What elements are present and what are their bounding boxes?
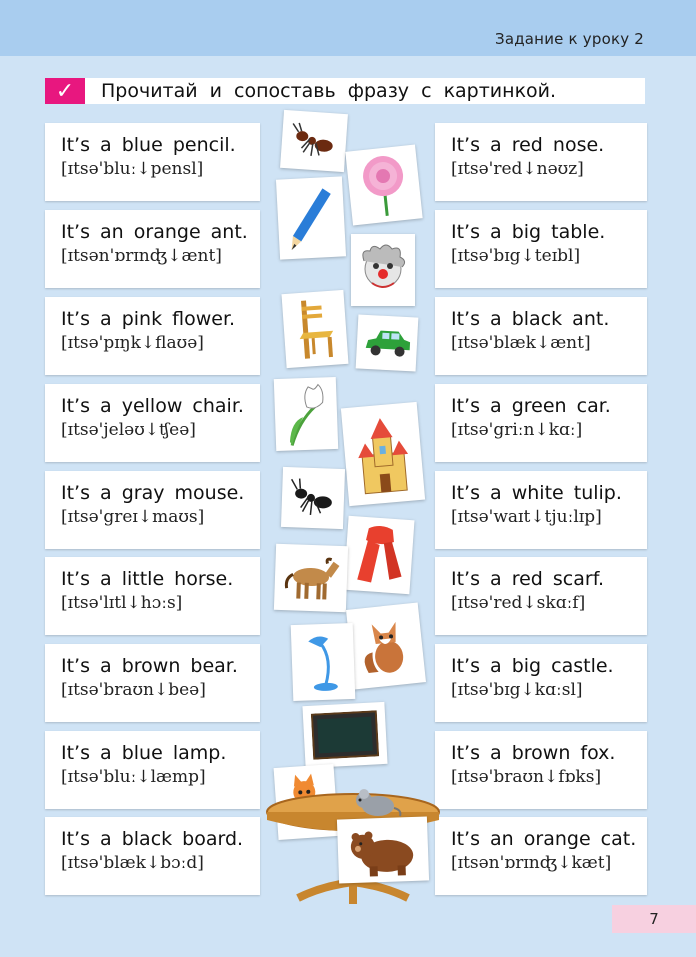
transcription-text: [ɪtsə'waɪt↓tjuːlɪp] <box>451 507 602 527</box>
phrase-card-left-6[interactable] <box>45 557 260 635</box>
phrase-card-right-8[interactable] <box>435 731 647 809</box>
phrase-card-left-1[interactable] <box>45 123 260 201</box>
phrase-text: It’s a white tulip. <box>451 482 622 504</box>
clown-nose-icon <box>356 239 410 301</box>
lamp-picture[interactable] <box>291 623 356 701</box>
task-instruction-bar <box>45 78 645 104</box>
phrase-text: It’s a big table. <box>451 221 606 243</box>
phrase-card-left-2[interactable] <box>45 210 260 288</box>
transcription-text: [ɪtsə'blæk↓ænt] <box>451 333 591 353</box>
checkmark-icon: ✓ <box>45 78 85 104</box>
phrase-card-left-3[interactable] <box>45 297 260 375</box>
transcription-text: [ɪtsə'jeləʊ↓ʧeə] <box>61 420 196 440</box>
transcription-text: [ɪtsə'pɪŋk↓flaʊə] <box>61 333 204 353</box>
flower-picture[interactable] <box>345 145 422 226</box>
car-picture[interactable] <box>356 314 419 371</box>
phrase-card-right-7[interactable] <box>435 644 647 722</box>
mouse-picture[interactable] <box>352 786 402 818</box>
green-car-icon <box>361 326 413 361</box>
phrase-text: It’s a blue pencil. <box>61 134 236 156</box>
phrase-text: It’s a black board. <box>61 828 244 850</box>
phrase-text: It’s a little horse. <box>61 568 234 590</box>
pencil-picture[interactable] <box>276 176 346 259</box>
phrase-text: It’s a brown bear. <box>61 655 238 677</box>
red-scarf-icon <box>351 521 407 588</box>
transcription-text: [ɪtsə'braʊn↓beə] <box>61 680 206 700</box>
blue-lamp-icon <box>298 628 348 696</box>
horse-icon <box>280 554 342 602</box>
phrase-card-right-4[interactable] <box>435 384 647 462</box>
castle-picture[interactable] <box>341 402 425 506</box>
transcription-text: [ɪtsə'braʊn↓fɒks] <box>451 767 602 787</box>
phrase-card-right-5[interactable] <box>435 471 647 549</box>
blackboard-icon <box>311 710 379 759</box>
lesson-label: Задание к уроку 2 <box>495 30 644 48</box>
transcription-text: [ɪtsə'bɪg↓kɑːsl] <box>451 680 583 700</box>
black-ant-icon <box>288 477 337 519</box>
transcription-text: [ɪtsə'bluː↓pensl] <box>61 159 204 179</box>
phrase-card-left-5[interactable] <box>45 471 260 549</box>
phrase-card-right-6[interactable] <box>435 557 647 635</box>
phrase-card-left-7[interactable] <box>45 644 260 722</box>
transcription-text: [ɪtsən'ɒrɪnʤ↓ænt] <box>61 246 222 266</box>
transcription-text: [ɪtsə'red↓skɑːf] <box>451 593 586 613</box>
transcription-text: [ɪtsə'blæk↓bɔːd] <box>61 853 204 873</box>
tulip-icon <box>280 380 332 448</box>
phrase-card-left-8[interactable] <box>45 731 260 809</box>
transcription-text: [ɪtsə'lɪtl↓hɔːs] <box>61 593 183 613</box>
tulip-picture[interactable] <box>274 377 338 451</box>
phrase-text: It’s an orange cat. <box>451 828 637 850</box>
pencil-icon <box>284 184 337 253</box>
phrase-card-right-1[interactable] <box>435 123 647 201</box>
phrase-text: It’s a big castle. <box>451 655 614 677</box>
phrase-text: It’s an orange ant. <box>61 221 248 243</box>
ant-picture[interactable] <box>280 110 348 172</box>
fox-picture[interactable] <box>346 602 426 689</box>
brown-bear-icon <box>346 821 420 879</box>
gray-mouse-icon <box>352 786 402 818</box>
phrase-text: It’s a yellow chair. <box>61 395 244 417</box>
phrase-card-right-3[interactable] <box>435 297 647 375</box>
phrase-text: It’s a pink flower. <box>61 308 236 330</box>
task-instruction: Прочитай и сопоставь фразу с картинкой. <box>101 80 557 102</box>
transcription-text: [ɪtsən'ɒrɪnʤ↓kæt] <box>451 853 612 873</box>
clown-picture[interactable] <box>351 234 415 306</box>
scarf-picture[interactable] <box>343 516 414 594</box>
phrase-text: It’s a red nose. <box>451 134 605 156</box>
transcription-text: [ɪtsə'red↓nəʊz] <box>451 159 584 179</box>
chair-picture[interactable] <box>281 290 348 368</box>
phrase-text: It’s a blue lamp. <box>61 742 227 764</box>
phrase-text: It’s a red scarf. <box>451 568 605 590</box>
transcription-text: [ɪtsə'bluː↓læmp] <box>61 767 206 787</box>
castle-icon <box>348 409 417 498</box>
horse-picture[interactable] <box>274 544 348 612</box>
phrase-text: It’s a green car. <box>451 395 611 417</box>
phrase-card-right-2[interactable] <box>435 210 647 288</box>
phrase-text: It’s a black ant. <box>451 308 610 330</box>
flower-icon <box>353 149 416 220</box>
phrase-text: It’s a gray mouse. <box>61 482 245 504</box>
chair-icon <box>291 297 339 362</box>
transcription-text: [ɪtsə'bɪg↓teɪbl] <box>451 246 581 266</box>
phrase-card-left-9[interactable] <box>45 817 260 895</box>
ant-icon <box>289 121 339 160</box>
blackboard-picture[interactable] <box>302 702 387 768</box>
page-number: 7 <box>612 905 696 933</box>
phrase-text: It’s a brown fox. <box>451 742 616 764</box>
fox-icon <box>355 610 418 681</box>
transcription-text: [ɪtsə'greɪ↓maʊs] <box>61 507 205 527</box>
bear-picture[interactable] <box>337 816 429 883</box>
phrase-card-right-9[interactable] <box>435 817 647 895</box>
transcription-text: [ɪtsə'griːn↓kɑː] <box>451 420 583 440</box>
phrase-card-left-4[interactable] <box>45 384 260 462</box>
black-ant-picture[interactable] <box>281 467 345 529</box>
